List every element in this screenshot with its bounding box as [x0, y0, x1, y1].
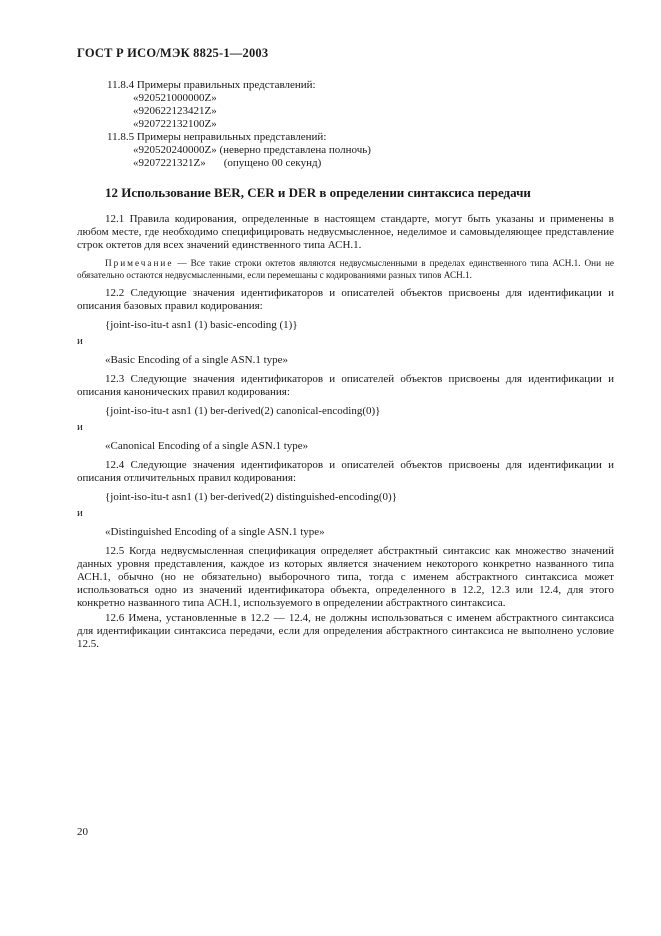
- object-identifier-3: {joint-iso-itu-t asn1 (1) ber-derived(2) distinguished-encoding(0)}: [105, 491, 397, 503]
- example-valid-1: «920521000000Z»: [133, 92, 217, 104]
- paragraph-12-2: 12.2 Следующие значения идентификаторов и описателей объектов присвоены для идентификации и описания базовых правил кодирования:: [77, 287, 614, 312]
- page-number: 20: [77, 826, 88, 838]
- page-header: ГОСТ Р ИСО/МЭК 8825-1—2003: [77, 46, 269, 60]
- paragraph-12-3: 12.3 Следующие значения идентификаторов и описателей объектов присвоены для идентификации и описания канонических правил кодирования:: [77, 373, 614, 398]
- example-valid-2: «920622123421Z»: [133, 105, 217, 117]
- section-title: 12 Использование BER, CER и DER в определении синтаксиса передачи: [105, 185, 531, 200]
- example-invalid-2-comment: (опущено 00 секунд): [223, 157, 322, 169]
- clause-title: 11.8.5 Примеры неправильных представлений:: [107, 131, 327, 143]
- note-label: Примечание: [105, 258, 174, 268]
- conjunction: и: [77, 507, 83, 519]
- note-text: — Все такие строки октетов являются недвусмысленными в пределах единственного типа АСН.1. Они не обязательно остаются недвусмысленными, если перемешаны с кодированиями разных типов АСН.1.: [77, 258, 614, 280]
- section-12-body: [77, 213, 614, 651]
- paragraph-12-4: 12.4 Следующие значения идентификаторов и описателей объектов присвоены для идентификации и описания отличительных правил кодирования:: [77, 459, 614, 484]
- conjunction: и: [77, 421, 83, 433]
- object-descriptor-2: «Canonical Encoding of a single ASN.1 type»: [105, 440, 309, 452]
- section-11-8-4: [77, 79, 614, 170]
- example-invalid-2-value: «9207221321Z»: [133, 157, 206, 169]
- note: [77, 258, 614, 281]
- conjunction: и: [77, 335, 83, 347]
- object-descriptor-3: «Distinguished Encoding of a single ASN.1 type»: [105, 526, 325, 538]
- object-descriptor-1: «Basic Encoding of a single ASN.1 type»: [105, 354, 289, 366]
- example-valid-3: «920722132100Z»: [133, 118, 217, 130]
- clause-title: 11.8.4 Примеры правильных представлений:: [107, 79, 316, 91]
- object-identifier-2: {joint-iso-itu-t asn1 (1) ber-derived(2) canonical-encoding(0)}: [105, 405, 381, 417]
- paragraph-12-6: 12.6 Имена, установленные в 12.2 — 12.4, не должны использоваться с именем абстрактного синтаксиса для идентификации синтаксиса передачи, если для определения абстрактного синтаксиса не выполнено условие 12.5.: [77, 612, 614, 650]
- object-identifier-1: {joint-iso-itu-t asn1 (1) basic-encoding (1)}: [105, 319, 298, 331]
- example-invalid-1: «920520240000Z» (неверно представлена полночь): [133, 144, 371, 156]
- paragraph-12-5: 12.5 Когда недвусмысленная спецификация определяет абстрактный синтаксис как множество значений данных уровня представления, каждое из которых является значением некоторого конкретно названного типа АСН.1, обычно (но не обязательно) выборочного типа, тогда с именем абстрактного синтаксиса может использоваться одно из значений идентификатора объекта, определенного в 12.2, 12.3 или 12.4, для этого конкретно названного типа АСН.1, используемого в определении абстрактного синтаксиса.: [77, 545, 614, 609]
- example-invalid-2: [77, 157, 614, 170]
- paragraph-12-1: 12.1 Правила кодирования, определенные в настоящем стандарте, могут быть указаны и применены в любом месте, где необходимо специфицировать недвусмысленное, неделимое и самовыделяющее представление строк октетов для всех значений единственного типа АСН.1.: [77, 213, 614, 251]
